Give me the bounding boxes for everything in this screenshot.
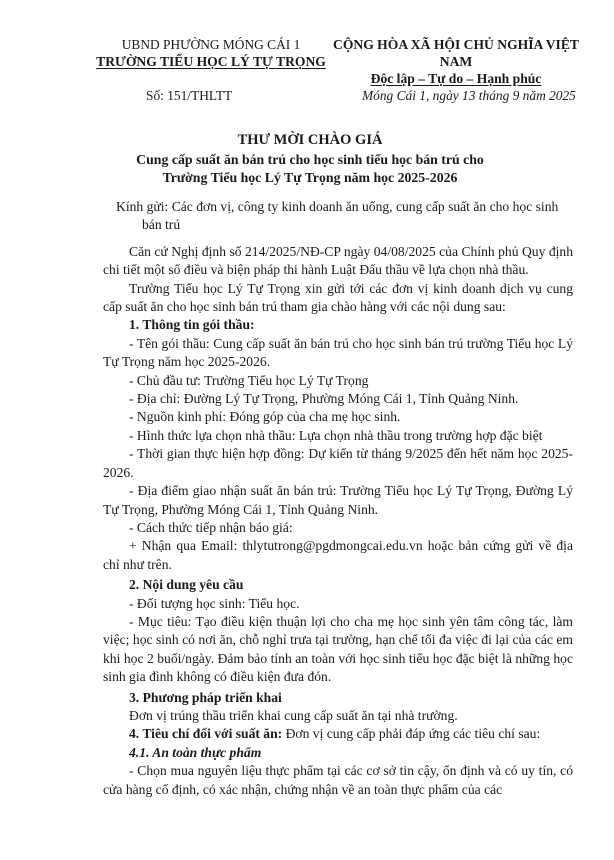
s1-item: - Chủ đầu tư: Trường Tiểu học Lý Tự Trọng [129,372,369,388]
s1-item: - Hình thức lựa chọn nhà thầu: Lựa chọn nhà thầu trong trường hợp đặc biệt [129,427,543,443]
document-body [103,196,573,799]
s4-heading-rest: Đơn vị cung cấp phải đáp ứng các tiêu chí sau: [282,726,541,742]
intro-paragraph-1: Căn cứ Nghị định số 214/2025/NĐ-CP ngày 04/08/2025 của Chính phủ Quy định chi tiết một số điều và biện pháp thi hành Luật Đấu thầu về lựa chọn nhà thầu. [103,243,573,278]
s1-item: - Địa điểm giao nhận suất ăn bán trú: Trường Tiểu học Lý Tự Trọng, Đường Lý Tự Trọng, Phường Móng Cái 1, Tỉnh Quảng Ninh. [103,483,573,517]
nation-line-2-text: Độc lập – Tự do – Hạnh phúc [370,71,542,86]
national-motto [318,36,594,87]
issuing-organization [96,36,326,70]
s41-text: - Chọn mua nguyên liệu thực phẩm tại các cơ sở tin cậy, ổn định và có uy tín, có cửa hàng cố định, có xác nhận, chứng nhận về an toàn thực phẩm của các [103,763,573,797]
nation-line-1: CỘNG HÒA XÃ HỘI CHỦ NGHĨA VIỆT NAM [333,37,579,69]
section-3-heading: 3. Phương pháp triển khai [129,689,282,705]
s1-item: - Thời gian thực hiện hợp đồng: Dự kiến từ tháng 9/2025 đến hết năm học 2025-2026. [103,446,573,480]
s3-text: Đơn vị trúng thầu triển khai cung cấp suất ăn tại nhà trường. [129,707,458,723]
s1-item: - Nguồn kinh phí: Đóng góp của cha mẹ học sinh. [129,409,401,425]
s1-email-item: + Nhận qua Email: thlytutrong@pgdmongcai.edu.vn hoặc bản cứng gửi về địa chỉ như trên. [103,538,573,572]
org-line-1: UBND PHƯỜNG MÓNG CÁI 1 [121,37,301,52]
section-2-heading: 2. Nội dung yêu cầu [129,577,244,593]
s1-item: - Địa chỉ: Đường Lý Tự Trọng, Phường Móng Cái 1, Tỉnh Quảng Ninh. [129,391,519,407]
section-4-1-heading: 4.1. An toàn thực phẩm [129,744,262,760]
date-place: Móng Cái 1, ngày 13 tháng 9 năm 2025 [362,88,576,103]
s4-heading-bold: 4. Tiêu chí đối với suất ăn: [129,726,283,742]
section-1-heading: 1. Thông tin gói thầu: [129,317,255,333]
nation-line-2 [318,70,594,87]
recipient-line: Kính gửi: Các đơn vị, công ty kinh doanh ăn uống, cung cấp suất ăn cho học sinh bán trú [116,199,559,233]
org-line-2-text: TRƯỜNG TIỂU HỌC LÝ TỰ TRỌNG [96,54,326,69]
s2-item: - Đối tượng học sinh: Tiểu học. [129,595,300,611]
s1-item: - Tên gói thầu: Cung cấp suất ăn bán trú cho học sinh bán trú trường Tiểu học Lý Tự Trọng năm học 2025-2026. [103,335,573,370]
document-subtitle-1: Cung cấp suất ăn bán trú cho học sinh tiểu học bán trú cho [136,152,484,167]
org-line-2 [96,53,326,70]
section-4-heading [103,725,573,743]
intro-paragraph-2: Trường Tiểu học Lý Tự Trọng xin gửi tới các đơn vị kinh doanh dịch vụ cung cấp suất ăn cho học sinh bán trú tham gia chào hàng với các nội dung sau: [103,280,573,315]
s1-item: - Cách thức tiếp nhận báo giá: [129,519,293,535]
document-title: THƯ MỜI CHÀO GIÁ [237,132,383,148]
s2-item: - Mục tiêu: Tạo điều kiện thuận lợi cho cha mẹ học sinh yên tâm công tác, làm việc; học sinh có nơi ăn, chỗ nghỉ trưa tại trường, hạn chế tối đa việc đi lại của các em khi học 2 buổi/ngày. Đảm bảo tính an toàn với học sinh tiểu học đặc biệt là những học sinh gia đình không có điều kiện đưa đón. [103,613,573,685]
document-subtitle-2: Trường Tiểu học Lý Tự Trọng năm học 2025-2026 [162,170,458,185]
document-number: Số: 151/THLTT [146,88,233,103]
